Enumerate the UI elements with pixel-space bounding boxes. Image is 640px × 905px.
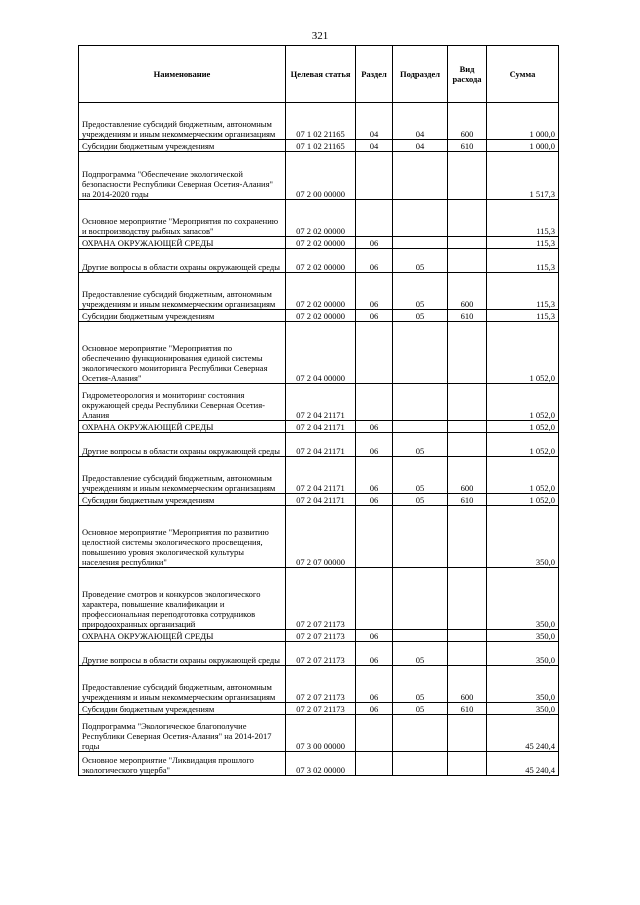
row-sum-cell: 1 000,0 (487, 103, 559, 140)
table-row (79, 506, 559, 568)
row-section-cell: 06 (356, 642, 393, 666)
row-target-article-cell: 07 2 04 21171 (286, 457, 356, 494)
table-row (79, 273, 559, 310)
row-expense-type-cell (448, 384, 487, 421)
row-expense-type-cell (448, 630, 487, 642)
row-target-article-cell: 07 1 02 21165 (286, 103, 356, 140)
row-name-cell: Предоставление субсидий бюджетным, автономным учреждениям и иным некоммерческим организациям (79, 666, 286, 703)
table-row (79, 322, 559, 384)
header-subsection: Подраздел (393, 46, 448, 103)
row-sum-cell: 115,3 (487, 237, 559, 249)
row-section-cell: 06 (356, 237, 393, 249)
row-section-cell: 06 (356, 666, 393, 703)
row-target-article-cell: 07 2 07 00000 (286, 506, 356, 568)
table-row (79, 494, 559, 506)
row-sum-cell: 350,0 (487, 568, 559, 630)
row-section-cell (356, 506, 393, 568)
row-target-article-cell: 07 2 02 00000 (286, 249, 356, 273)
row-target-article-cell: 07 2 04 00000 (286, 322, 356, 384)
table-row (79, 630, 559, 642)
row-section-cell (356, 568, 393, 630)
row-expense-type-cell (448, 568, 487, 630)
row-target-article-cell: 07 2 07 21173 (286, 703, 356, 715)
row-sum-cell: 45 240,4 (487, 752, 559, 776)
table-header-row (79, 46, 559, 103)
row-target-article-cell: 07 2 07 21173 (286, 630, 356, 642)
row-sum-cell: 350,0 (487, 666, 559, 703)
row-name-cell: Проведение смотров и конкурсов экологического характера, повышение квалификации и профессиональная переподготовка сотрудников природоохранных организаций (79, 568, 286, 630)
row-expense-type-cell (448, 200, 487, 237)
row-target-article-cell: 07 3 00 00000 (286, 715, 356, 752)
row-subsection-cell: 05 (393, 642, 448, 666)
row-subsection-cell (393, 630, 448, 642)
row-name-cell: Предоставление субсидий бюджетным, автономным учреждениям и иным некоммерческим организациям (79, 103, 286, 140)
row-expense-type-cell: 610 (448, 310, 487, 322)
row-subsection-cell: 04 (393, 103, 448, 140)
row-name-cell: Субсидии бюджетным учреждениям (79, 310, 286, 322)
row-sum-cell: 115,3 (487, 200, 559, 237)
row-sum-cell: 350,0 (487, 630, 559, 642)
row-expense-type-cell (448, 752, 487, 776)
row-expense-type-cell (448, 715, 487, 752)
row-sum-cell: 350,0 (487, 506, 559, 568)
row-section-cell (356, 200, 393, 237)
row-subsection-cell (393, 568, 448, 630)
row-name-cell: Основное мероприятие "Мероприятия по сохранению и воспроизводству рыбных запасов" (79, 200, 286, 237)
row-sum-cell: 1 052,0 (487, 322, 559, 384)
row-subsection-cell (393, 152, 448, 200)
row-name-cell: Субсидии бюджетным учреждениям (79, 140, 286, 152)
row-subsection-cell (393, 200, 448, 237)
row-subsection-cell (393, 237, 448, 249)
table-row (79, 457, 559, 494)
row-name-cell: Другие вопросы в области охраны окружающей среды (79, 642, 286, 666)
row-name-cell: Субсидии бюджетным учреждениям (79, 494, 286, 506)
row-expense-type-cell (448, 152, 487, 200)
row-expense-type-cell: 610 (448, 140, 487, 152)
row-name-cell: Другие вопросы в области охраны окружающей среды (79, 249, 286, 273)
row-section-cell (356, 752, 393, 776)
row-name-cell: ОХРАНА ОКРУЖАЮЩЕЙ СРЕДЫ (79, 630, 286, 642)
row-section-cell: 06 (356, 630, 393, 642)
row-subsection-cell: 05 (393, 457, 448, 494)
row-section-cell: 04 (356, 140, 393, 152)
row-target-article-cell: 07 2 07 21173 (286, 666, 356, 703)
row-target-article-cell: 07 2 02 00000 (286, 237, 356, 249)
table-row (79, 152, 559, 200)
table-row (79, 384, 559, 421)
row-section-cell: 06 (356, 249, 393, 273)
row-sum-cell: 115,3 (487, 310, 559, 322)
row-section-cell: 06 (356, 433, 393, 457)
row-section-cell (356, 384, 393, 421)
table-row (79, 421, 559, 433)
row-name-cell: Субсидии бюджетным учреждениям (79, 703, 286, 715)
row-expense-type-cell: 600 (448, 103, 487, 140)
row-name-cell: Гидрометеорология и мониторинг состояния окружающей среды Республики Северная Осетия-Алания (79, 384, 286, 421)
table-row (79, 237, 559, 249)
table-body (79, 103, 559, 776)
row-sum-cell: 1 052,0 (487, 421, 559, 433)
row-sum-cell: 1 052,0 (487, 433, 559, 457)
row-target-article-cell: 07 2 02 00000 (286, 310, 356, 322)
row-section-cell (356, 152, 393, 200)
row-name-cell: Основное мероприятие "Мероприятия по развитию целостной системы экологического просвещения, повышению уровня экологической культуры населения республики" (79, 506, 286, 568)
row-expense-type-cell: 600 (448, 666, 487, 703)
table-row (79, 568, 559, 630)
row-section-cell: 06 (356, 421, 393, 433)
row-subsection-cell: 04 (393, 140, 448, 152)
row-sum-cell: 115,3 (487, 273, 559, 310)
row-target-article-cell: 07 2 02 00000 (286, 273, 356, 310)
row-expense-type-cell (448, 249, 487, 273)
row-target-article-cell: 07 2 07 21173 (286, 642, 356, 666)
row-expense-type-cell (448, 322, 487, 384)
row-name-cell: Подпрограмма "Экологическое благополучие Республики Северная Осетия-Алания" на 2014-2017 годы (79, 715, 286, 752)
row-target-article-cell: 07 2 04 21171 (286, 433, 356, 457)
row-sum-cell: 1 052,0 (487, 457, 559, 494)
row-section-cell: 06 (356, 494, 393, 506)
row-section-cell (356, 715, 393, 752)
row-name-cell: ОХРАНА ОКРУЖАЮЩЕЙ СРЕДЫ (79, 421, 286, 433)
row-expense-type-cell (448, 433, 487, 457)
row-subsection-cell: 05 (393, 433, 448, 457)
row-sum-cell: 1 000,0 (487, 140, 559, 152)
row-target-article-cell: 07 2 04 21171 (286, 384, 356, 421)
row-target-article-cell: 07 1 02 21165 (286, 140, 356, 152)
row-subsection-cell: 05 (393, 310, 448, 322)
row-expense-type-cell (448, 237, 487, 249)
table-row (79, 666, 559, 703)
row-sum-cell: 45 240,4 (487, 715, 559, 752)
row-target-article-cell: 07 2 04 21171 (286, 421, 356, 433)
table-row (79, 249, 559, 273)
row-section-cell: 06 (356, 703, 393, 715)
row-name-cell: Предоставление субсидий бюджетным, автономным учреждениям и иным некоммерческим организациям (79, 273, 286, 310)
table-row (79, 140, 559, 152)
row-target-article-cell: 07 2 07 21173 (286, 568, 356, 630)
row-subsection-cell (393, 384, 448, 421)
row-sum-cell: 350,0 (487, 642, 559, 666)
table-row (79, 200, 559, 237)
row-section-cell: 06 (356, 457, 393, 494)
row-subsection-cell (393, 506, 448, 568)
header-sum: Сумма (487, 46, 559, 103)
budget-table (78, 45, 559, 776)
row-name-cell: Другие вопросы в области охраны окружающей среды (79, 433, 286, 457)
row-expense-type-cell (448, 642, 487, 666)
table-row (79, 642, 559, 666)
table-row (79, 752, 559, 776)
row-subsection-cell (393, 752, 448, 776)
row-section-cell (356, 322, 393, 384)
row-expense-type-cell: 610 (448, 703, 487, 715)
table-row (79, 103, 559, 140)
row-expense-type-cell: 600 (448, 273, 487, 310)
row-sum-cell: 115,3 (487, 249, 559, 273)
row-section-cell: 06 (356, 310, 393, 322)
row-expense-type-cell: 600 (448, 457, 487, 494)
row-subsection-cell (393, 715, 448, 752)
row-name-cell: Основное мероприятие "Мероприятия по обеспечению функционирования единой системы экологического мониторинга Республики Северная Осетия-Алания" (79, 322, 286, 384)
row-subsection-cell: 05 (393, 494, 448, 506)
row-subsection-cell (393, 322, 448, 384)
row-target-article-cell: 07 2 00 00000 (286, 152, 356, 200)
row-target-article-cell: 07 3 02 00000 (286, 752, 356, 776)
row-name-cell: Основное мероприятие "Ликвидация прошлого экологического ущерба" (79, 752, 286, 776)
row-sum-cell: 1 052,0 (487, 384, 559, 421)
row-name-cell: Предоставление субсидий бюджетным, автономным учреждениям и иным некоммерческим организациям (79, 457, 286, 494)
header-target-article: Целевая статья (286, 46, 356, 103)
table-row (79, 310, 559, 322)
row-subsection-cell (393, 421, 448, 433)
header-name: Наименование (79, 46, 286, 103)
header-section: Раздел (356, 46, 393, 103)
row-subsection-cell: 05 (393, 666, 448, 703)
page-number: 321 (311, 30, 329, 42)
header-expense-type: Вид расхода (448, 46, 487, 103)
row-subsection-cell: 05 (393, 703, 448, 715)
row-subsection-cell: 05 (393, 273, 448, 310)
row-sum-cell: 1 052,0 (487, 494, 559, 506)
row-expense-type-cell (448, 506, 487, 568)
table-row (79, 433, 559, 457)
row-sum-cell: 1 517,3 (487, 152, 559, 200)
row-expense-type-cell (448, 421, 487, 433)
row-name-cell: Подпрограмма "Обеспечение экологической безопасности Республики Северная Осетия-Алания" на 2014-2020 годы (79, 152, 286, 200)
row-expense-type-cell: 610 (448, 494, 487, 506)
row-subsection-cell: 05 (393, 249, 448, 273)
table-row (79, 703, 559, 715)
row-target-article-cell: 07 2 02 00000 (286, 200, 356, 237)
row-target-article-cell: 07 2 04 21171 (286, 494, 356, 506)
table-row (79, 715, 559, 752)
row-section-cell: 04 (356, 103, 393, 140)
row-name-cell: ОХРАНА ОКРУЖАЮЩЕЙ СРЕДЫ (79, 237, 286, 249)
row-section-cell: 06 (356, 273, 393, 310)
row-sum-cell: 350,0 (487, 703, 559, 715)
